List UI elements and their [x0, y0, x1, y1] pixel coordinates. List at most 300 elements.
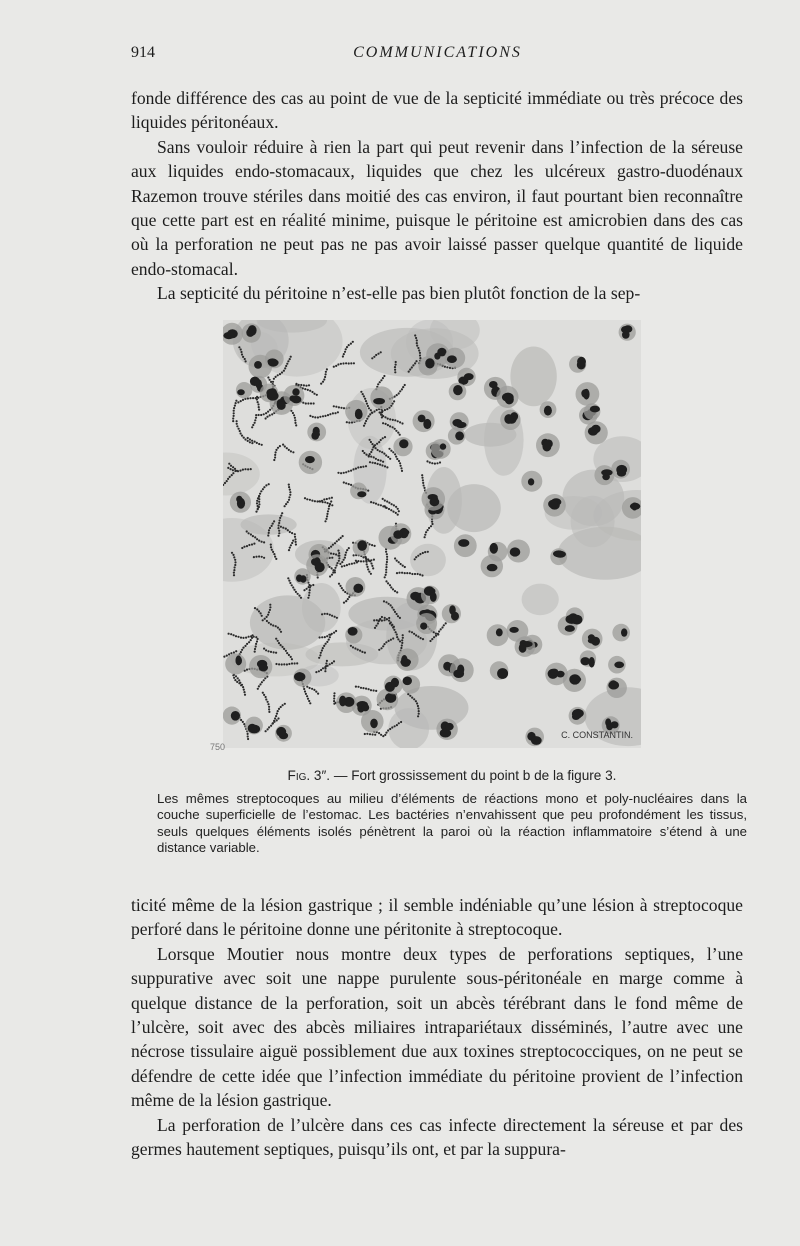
streptococcus-dot: [311, 688, 313, 690]
streptococcus-dot: [382, 645, 384, 647]
streptococcus-dot: [272, 722, 274, 724]
streptococcus-dot: [424, 551, 426, 553]
streptococcus-dot: [254, 441, 256, 443]
streptococcus-dot: [242, 637, 244, 639]
streptococcus-dot: [400, 465, 402, 467]
streptococcus-dot: [257, 401, 259, 403]
streptococcus-dot: [360, 687, 362, 689]
streptococcus-dot: [258, 540, 260, 542]
streptococcus-dot: [343, 602, 345, 604]
streptococcus-dot: [240, 400, 242, 402]
streptococcus-dot: [240, 348, 242, 350]
streptococcus-dot: [290, 544, 292, 546]
caption-text: Les mêmes streptocoques au milieu d’éléments de réactions mono et poly-nucléaires dans la couche superficielle de l’estomac. Les bactéries n’envahissent que peu profondément les tissus, seuls quelques éléments isolés pénètrent la paroi où la réaction inflammatoire s’étend à une distance variable.: [157, 790, 747, 856]
streptococcus-dot: [360, 466, 362, 468]
streptococcus-dot: [269, 609, 271, 611]
streptococcus-dot: [285, 650, 287, 652]
streptococcus-dot: [270, 725, 272, 727]
streptococcus-dot: [242, 686, 244, 688]
streptococcus-dot: [368, 407, 370, 409]
streptococcus-dot: [416, 345, 418, 347]
streptococcus-dot: [385, 506, 387, 508]
streptococcus-dot: [275, 449, 277, 451]
streptococcus-dot: [239, 470, 241, 472]
streptococcus-dot: [288, 663, 290, 665]
streptococcus-dot: [308, 586, 310, 588]
streptococcus-dot: [365, 420, 367, 422]
streptococcus-dot: [278, 532, 280, 534]
streptococcus-dot: [338, 552, 340, 554]
streptococcus-dot: [394, 366, 396, 368]
streptococcus-dot: [371, 443, 373, 445]
streptococcus-dot: [345, 551, 347, 553]
streptococcus-dot: [291, 584, 293, 586]
streptococcus-dot: [246, 669, 248, 671]
streptococcus-dot: [269, 414, 271, 416]
streptococcus-dot: [416, 702, 418, 704]
streptococcus-dot: [286, 652, 288, 654]
streptococcus-dot: [379, 412, 381, 414]
streptococcus-dot: [390, 405, 392, 407]
streptococcus-dot: [229, 476, 231, 478]
tissue-patch: [241, 514, 297, 534]
streptococcus-dot: [394, 428, 396, 430]
cell-nucleus: [496, 628, 503, 636]
streptococcus-dot: [348, 362, 350, 364]
streptococcus-dot: [237, 401, 239, 403]
cell-nucleus: [617, 470, 626, 477]
streptococcus-dot: [345, 348, 347, 350]
streptococcus-dot: [328, 639, 330, 641]
streptococcus-dot: [341, 565, 343, 567]
caption-title-line: [157, 768, 747, 785]
streptococcus-dot: [326, 368, 328, 370]
streptococcus-dot: [245, 360, 247, 362]
streptococcus-dot: [401, 422, 403, 424]
streptococcus-dot: [398, 460, 400, 462]
streptococcus-dot: [233, 410, 235, 412]
cell-nucleus: [565, 625, 575, 632]
streptococcus-dot: [415, 700, 417, 702]
streptococcus-dot: [379, 381, 381, 383]
streptococcus-dot: [431, 638, 433, 640]
streptococcus-dot: [233, 651, 235, 653]
cell-nucleus: [456, 422, 467, 428]
streptococcus-dot: [319, 654, 321, 656]
streptococcus-dot: [288, 496, 290, 498]
streptococcus-dot: [423, 484, 425, 486]
streptococcus-dot: [399, 434, 401, 436]
streptococcus-dot: [262, 692, 264, 694]
streptococcus-dot: [400, 563, 402, 565]
cell-nucleus: [236, 656, 242, 665]
streptococcus-dot: [281, 512, 283, 514]
streptococcus-dot: [247, 440, 249, 442]
streptococcus-dot: [271, 525, 273, 527]
streptococcus-dot: [385, 566, 387, 568]
streptococcus-dot: [305, 402, 307, 404]
streptococcus-dot: [421, 477, 423, 479]
streptococcus-dot: [234, 468, 236, 470]
streptococcus-dot: [343, 407, 345, 409]
streptococcus-dot: [315, 671, 317, 673]
streptococcus-dot: [281, 646, 283, 648]
streptococcus-dot: [317, 576, 319, 578]
streptococcus-dot: [372, 733, 374, 735]
streptococcus-dot: [370, 573, 372, 575]
streptococcus-dot: [263, 679, 265, 681]
streptococcus-dot: [260, 414, 262, 416]
streptococcus-dot: [234, 564, 236, 566]
streptococcus-dot: [263, 557, 265, 559]
streptococcus-dot: [422, 552, 424, 554]
streptococcus-dot: [323, 645, 325, 647]
cell-nucleus: [434, 353, 440, 360]
streptococcus-dot: [258, 610, 260, 612]
streptococcus-dot: [242, 356, 244, 358]
streptococcus-dot: [390, 450, 392, 452]
streptococcus-dot: [326, 498, 328, 500]
streptococcus-dot: [328, 634, 330, 636]
streptococcus-dot: [322, 501, 324, 503]
streptococcus-dot: [289, 547, 291, 549]
streptococcus-dot: [329, 413, 331, 415]
streptococcus-dot: [278, 642, 280, 644]
streptococcus-dot: [415, 337, 417, 339]
cell-nucleus: [268, 359, 279, 367]
streptococcus-dot: [369, 461, 371, 463]
streptococcus-dot: [336, 540, 338, 542]
streptococcus-dot: [334, 542, 336, 544]
streptococcus-dot: [441, 626, 443, 628]
streptococcus-dot: [377, 383, 379, 385]
streptococcus-dot: [388, 603, 390, 605]
streptococcus-dot: [419, 553, 421, 555]
streptococcus-dot: [369, 543, 371, 545]
streptococcus-dot: [224, 482, 226, 484]
streptococcus-dot: [390, 509, 392, 511]
streptococcus-dot: [431, 521, 433, 523]
streptococcus-dot: [325, 371, 327, 373]
streptococcus-dot: [396, 633, 398, 635]
streptococcus-dot: [240, 651, 242, 653]
streptococcus-dot: [393, 626, 395, 628]
streptococcus-dot: [239, 430, 241, 432]
streptococcus-dot: [270, 546, 272, 548]
streptococcus-dot: [254, 536, 256, 538]
streptococcus-dot: [250, 468, 252, 470]
streptococcus-dot: [307, 402, 309, 404]
streptococcus-dot: [235, 650, 237, 652]
streptococcus-dot: [374, 545, 376, 547]
streptococcus-dot: [376, 443, 378, 445]
streptococcus-dot: [292, 586, 294, 588]
streptococcus-dot: [415, 360, 417, 362]
tissue-patch: [562, 470, 624, 527]
streptococcus-dot: [408, 371, 410, 373]
streptococcus-dot: [233, 556, 235, 558]
streptococcus-dot: [305, 693, 307, 695]
streptococcus-dot: [260, 612, 262, 614]
cell-nucleus: [237, 389, 245, 395]
streptococcus-dot: [353, 362, 355, 364]
streptococcus-dot: [233, 412, 235, 414]
streptococcus-dot: [273, 720, 275, 722]
streptococcus-dot: [264, 618, 266, 620]
streptococcus-dot: [370, 501, 372, 503]
streptococcus-dot: [395, 456, 397, 458]
streptococcus-dot: [248, 636, 250, 638]
cell-nucleus: [231, 711, 240, 721]
streptococcus-dot: [278, 522, 280, 524]
streptococcus-dot: [273, 553, 275, 555]
streptococcus-dot: [401, 388, 403, 390]
streptococcus-dot: [366, 561, 368, 563]
cell-nucleus: [451, 612, 459, 621]
cell-nucleus: [250, 377, 260, 386]
streptococcus-dot: [246, 643, 248, 645]
streptococcus-dot: [271, 549, 273, 551]
streptococcus-dot: [281, 663, 283, 665]
streptococcus-dot: [422, 638, 424, 640]
streptococcus-dot: [266, 416, 268, 418]
streptococcus-dot: [400, 721, 402, 723]
cell-nucleus: [259, 664, 268, 671]
streptococcus-dot: [314, 416, 316, 418]
cell-nucleus: [440, 443, 446, 449]
streptococcus-dot: [247, 735, 249, 737]
cell-nucleus: [315, 562, 325, 572]
streptococcus-dot: [278, 663, 280, 665]
streptococcus-dot: [348, 470, 350, 472]
streptococcus-dot: [326, 515, 328, 517]
streptococcus-dot: [431, 523, 433, 525]
streptococcus-dot: [265, 484, 267, 486]
streptococcus-dot: [261, 615, 263, 617]
streptococcus-dot: [414, 362, 416, 364]
cell-nucleus: [581, 657, 590, 665]
streptococcus-dot: [348, 344, 350, 346]
streptococcus-dot: [283, 663, 285, 665]
streptococcus-dot: [373, 689, 375, 691]
streptococcus-dot: [364, 652, 366, 654]
streptococcus-dot: [278, 530, 280, 532]
streptococcus-dot: [256, 640, 258, 642]
streptococcus-dot: [352, 468, 354, 470]
streptococcus-dot: [416, 342, 418, 344]
streptococcus-dot: [350, 343, 352, 345]
streptococcus-dot: [384, 416, 386, 418]
streptococcus-dot: [417, 555, 419, 557]
streptococcus-dot: [242, 399, 244, 401]
streptococcus-dot: [258, 506, 260, 508]
streptococcus-dot: [293, 589, 295, 591]
cell-nucleus: [589, 657, 595, 668]
streptococcus-dot: [367, 568, 369, 570]
streptococcus-dot: [285, 503, 287, 505]
cell-nucleus: [425, 358, 434, 368]
streptococcus-dot: [411, 573, 413, 575]
streptococcus-dot: [303, 384, 305, 386]
streptococcus-dot: [324, 501, 326, 503]
streptococcus-dot: [233, 407, 235, 409]
streptococcus-dot: [419, 354, 421, 356]
cell-nucleus: [420, 623, 427, 630]
cell-nucleus: [391, 678, 399, 688]
streptococcus-dot: [288, 549, 290, 551]
streptococcus-dot: [232, 420, 234, 422]
streptococcus-dot: [324, 668, 326, 670]
streptococcus-dot: [248, 532, 250, 534]
streptococcus-dot: [364, 733, 366, 735]
streptococcus-dot: [353, 554, 355, 556]
streptococcus-dot: [230, 468, 232, 470]
streptococcus-dot: [289, 531, 291, 533]
streptococcus-dot: [313, 402, 315, 404]
streptococcus-dot: [333, 660, 335, 662]
streptococcus-dot: [341, 561, 343, 563]
streptococcus-dot: [352, 646, 354, 648]
streptococcus-dot: [308, 700, 310, 702]
cell-nucleus: [487, 564, 498, 571]
streptococcus-dot: [377, 449, 379, 451]
streptococcus-dot: [346, 421, 348, 423]
cell-nucleus: [609, 680, 618, 689]
streptococcus-dot: [344, 557, 346, 559]
streptococcus-dot: [256, 500, 258, 502]
streptococcus-dot: [346, 549, 348, 551]
cell-nucleus: [577, 357, 586, 367]
streptococcus-dot: [267, 534, 269, 536]
streptococcus-dot: [274, 454, 276, 456]
streptococcus-dot: [381, 410, 383, 412]
streptococcus-dot: [364, 398, 366, 400]
streptococcus-dot: [265, 412, 267, 414]
streptococcus-dot: [308, 592, 310, 594]
streptococcus-dot: [309, 390, 311, 392]
streptococcus-dot: [393, 504, 395, 506]
cell-nucleus: [401, 655, 408, 666]
streptococcus-dot: [263, 413, 265, 415]
streptococcus-dot: [433, 636, 435, 638]
streptococcus-dot: [268, 711, 270, 713]
streptococcus-dot: [308, 594, 310, 596]
streptococcus-dot: [384, 465, 386, 467]
cell-nucleus: [418, 415, 426, 423]
streptococcus-dot: [331, 557, 333, 559]
streptococcus-dot: [319, 636, 321, 638]
streptococcus-dot: [371, 565, 373, 567]
streptococcus-dot: [365, 454, 367, 456]
streptococcus-dot: [386, 408, 388, 410]
streptococcus-dot: [324, 415, 326, 417]
streptococcus-dot: [285, 528, 287, 530]
streptococcus-dot: [370, 689, 372, 691]
streptococcus-dot: [368, 688, 370, 690]
streptococcus-dot: [348, 483, 350, 485]
streptococcus-dot: [419, 352, 421, 354]
streptococcus-dot: [382, 437, 384, 439]
streptococcus-dot: [399, 462, 401, 464]
streptococcus-dot: [386, 466, 388, 468]
streptococcus-dot: [342, 535, 344, 537]
streptococcus-dot: [376, 619, 378, 621]
streptococcus-dot: [401, 639, 403, 641]
streptococcus-dot: [319, 416, 321, 418]
streptococcus-dot: [351, 563, 353, 565]
streptococcus-dot: [325, 665, 327, 667]
streptococcus-dot: [385, 551, 387, 553]
streptococcus-dot: [260, 490, 262, 492]
streptococcus-dot: [394, 419, 396, 421]
streptococcus-dot: [326, 635, 328, 637]
streptococcus-dot: [320, 652, 322, 654]
streptococcus-dot: [287, 360, 289, 362]
streptococcus-dot: [255, 414, 257, 416]
streptococcus-dot: [385, 563, 387, 565]
streptococcus-dot: [279, 519, 281, 521]
streptococcus-dot: [392, 511, 394, 513]
streptococcus-dot: [343, 481, 345, 483]
streptococcus-dot: [383, 619, 385, 621]
streptococcus-dot: [415, 634, 417, 636]
streptococcus-dot: [380, 351, 382, 353]
paragraph: La septicité du péritoine n’est-elle pas bien plutôt fonction de la sep-: [157, 283, 641, 304]
streptococcus-dot: [337, 411, 339, 413]
streptococcus-dot: [324, 520, 326, 522]
streptococcus-dot: [389, 584, 391, 586]
streptococcus-dot: [387, 582, 389, 584]
streptococcus-dot: [303, 688, 305, 690]
streptococcus-dot: [272, 381, 274, 383]
streptococcus-dot: [395, 631, 397, 633]
streptococcus-dot: [332, 544, 334, 546]
paragraph: La perforation de l’ulcère dans ces cas infecte directement la séreuse et par des germes hautement septiques, puisqu’ils ont, et par la suppura-: [131, 1114, 743, 1160]
paragraph: ticité même de la lésion gastrique ; il semble indéniable qu’une lésion à streptocoque perforé dans le péritoine donne une péritonite à streptocoque.: [131, 895, 743, 940]
streptococcus-dot: [385, 569, 387, 571]
cell-nucleus: [305, 456, 315, 463]
cell-nucleus: [572, 709, 582, 719]
cell-nucleus: [246, 328, 254, 337]
streptococcus-dot: [283, 648, 285, 650]
micrograph-illustration: [223, 320, 641, 748]
streptococcus-dot: [388, 617, 390, 619]
streptococcus-dot: [348, 547, 350, 549]
cell-nucleus: [393, 530, 403, 539]
streptococcus-dot: [394, 590, 396, 592]
streptococcus-dot: [381, 451, 383, 453]
figure-label: Fig. 3″.: [287, 768, 331, 783]
streptococcus-dot: [323, 378, 325, 380]
streptococcus-dot: [275, 715, 277, 717]
streptococcus-dot: [382, 422, 384, 424]
streptococcus-dot: [281, 371, 283, 373]
cell-nucleus: [588, 427, 598, 436]
cell-nucleus: [464, 373, 474, 380]
streptococcus-dot: [287, 529, 289, 531]
streptococcus-dot: [370, 456, 372, 458]
cell-nucleus: [296, 575, 303, 582]
streptococcus-dot: [254, 648, 256, 650]
streptococcus-dot: [373, 502, 375, 504]
streptococcus-dot: [230, 652, 232, 654]
cell-nucleus: [588, 634, 595, 640]
streptococcus-dot: [322, 667, 324, 669]
streptococcus-dot: [364, 422, 366, 424]
streptococcus-dot: [382, 505, 384, 507]
streptococcus-dot: [396, 572, 398, 574]
streptococcus-dot: [227, 467, 229, 469]
